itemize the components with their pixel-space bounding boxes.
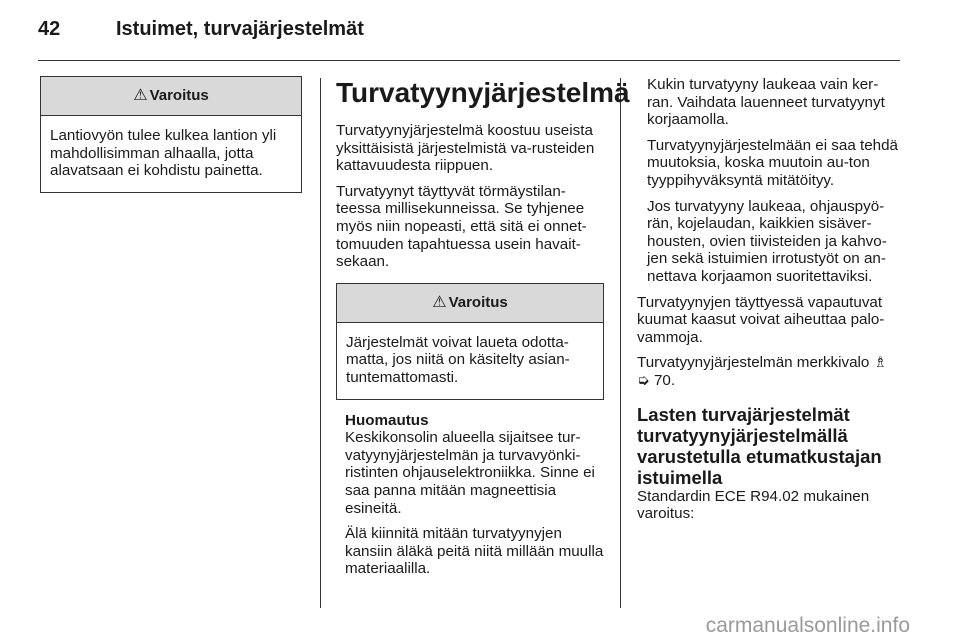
page-reference[interactable]: 70. <box>653 371 676 389</box>
column-divider-right <box>620 78 621 608</box>
warning-header <box>41 77 301 116</box>
warning-text: Lantiovyön tulee kulkea lantion yli mahdollisimman alhaalla, jotta alavatsaan ei kohdistu painetta. <box>50 127 277 180</box>
warning-header <box>337 284 603 323</box>
paragraph: Turvatyynyjärjestelmä koostuu useista yksittäisistä järjestelmistä va-rusteiden kattavuudesta riippuen. <box>336 122 595 175</box>
column-1 <box>40 76 302 193</box>
warning-title: Varoitus <box>448 293 508 311</box>
header-rule <box>38 60 900 61</box>
column-3 <box>637 76 900 531</box>
paragraph: Turvatyynyt täyttyvät törmäystilan-teessa millisekunneissa. Se tyhjenee myös niin nopeasti, että sitä ei onnet-tomuuden tapahtuessa usein havait-sekaan. <box>336 182 587 271</box>
warning-box <box>40 76 302 193</box>
indented-paragraph: Turvatyynyjärjestelmään ei saa tehdä muutoksia, koska muutoin au-ton tyyppihyväksyntä mitätöityy. <box>647 136 899 189</box>
paragraph: Turvatyynyjen täyttyessä vapautuvat kuumat kaasut voivat aiheuttaa palo-vammoja. <box>637 293 885 346</box>
warning-triangle-icon: ⚠ <box>133 87 148 104</box>
note-title: Huomautus <box>345 411 429 429</box>
note-paragraph: Älä kiinnitä mitään turvatyynyjen kansiin äläkä peitä niitä millään muulla materiaalilla. <box>345 525 604 578</box>
paragraph-text: Turvatyynyjärjestelmän merkkivalo <box>637 354 870 372</box>
warning-box <box>336 283 604 400</box>
warning-title: Varoitus <box>149 87 209 104</box>
column-divider-left <box>320 78 321 608</box>
note-block <box>336 412 604 578</box>
paragraph: Standardin ECE R94.02 mukainen varoitus: <box>637 487 870 523</box>
column-2 <box>336 76 630 586</box>
warning-triangle-icon: ⚠ <box>432 293 447 311</box>
indented-paragraph: Jos turvatyyny laukeaa, ohjauspyö-rän, kojelaudan, kaikkien sisäver-housten, ovien tiivisteiden ja kahvo-jen sekä istuimien irrotustyöt on an-nettava korjaamon suoritettaviksi. <box>647 197 887 285</box>
watermark: carmanualsonline.info <box>705 614 910 637</box>
page-reference-icon: ➭ <box>637 371 650 389</box>
indented-paragraph: Kukin turvatyyny laukeaa vain ker-ran. Vaihdata lauenneet turvatyynyt korjaamolla. <box>647 76 885 129</box>
page-number: 42 <box>38 18 61 40</box>
note-paragraph: Keskikonsolin alueella sijaitsee tur-vatyynyjärjestelmän ja turvavyönki-ristinten ohjauselektroniikka. Sinne ei saa panna mitään magneettisia esineitä. <box>345 429 595 517</box>
warning-text: Järjestelmät voivat laueta odotta-matta, jos niitä on käsitelty asian-tuntemattomasti. <box>346 333 570 386</box>
subsection-heading: Lasten turvajärjestelmät turvatyynyjärjestelmällä varustetulla etumatkustajan istuimella <box>637 403 882 488</box>
running-title: Istuimet, turvajärjestelmät <box>116 18 364 40</box>
section-heading: Turvatyynyjärjestelmä <box>336 77 630 108</box>
paragraph-with-reference <box>637 354 900 389</box>
airbag-warning-icon: ♗ <box>873 354 888 372</box>
